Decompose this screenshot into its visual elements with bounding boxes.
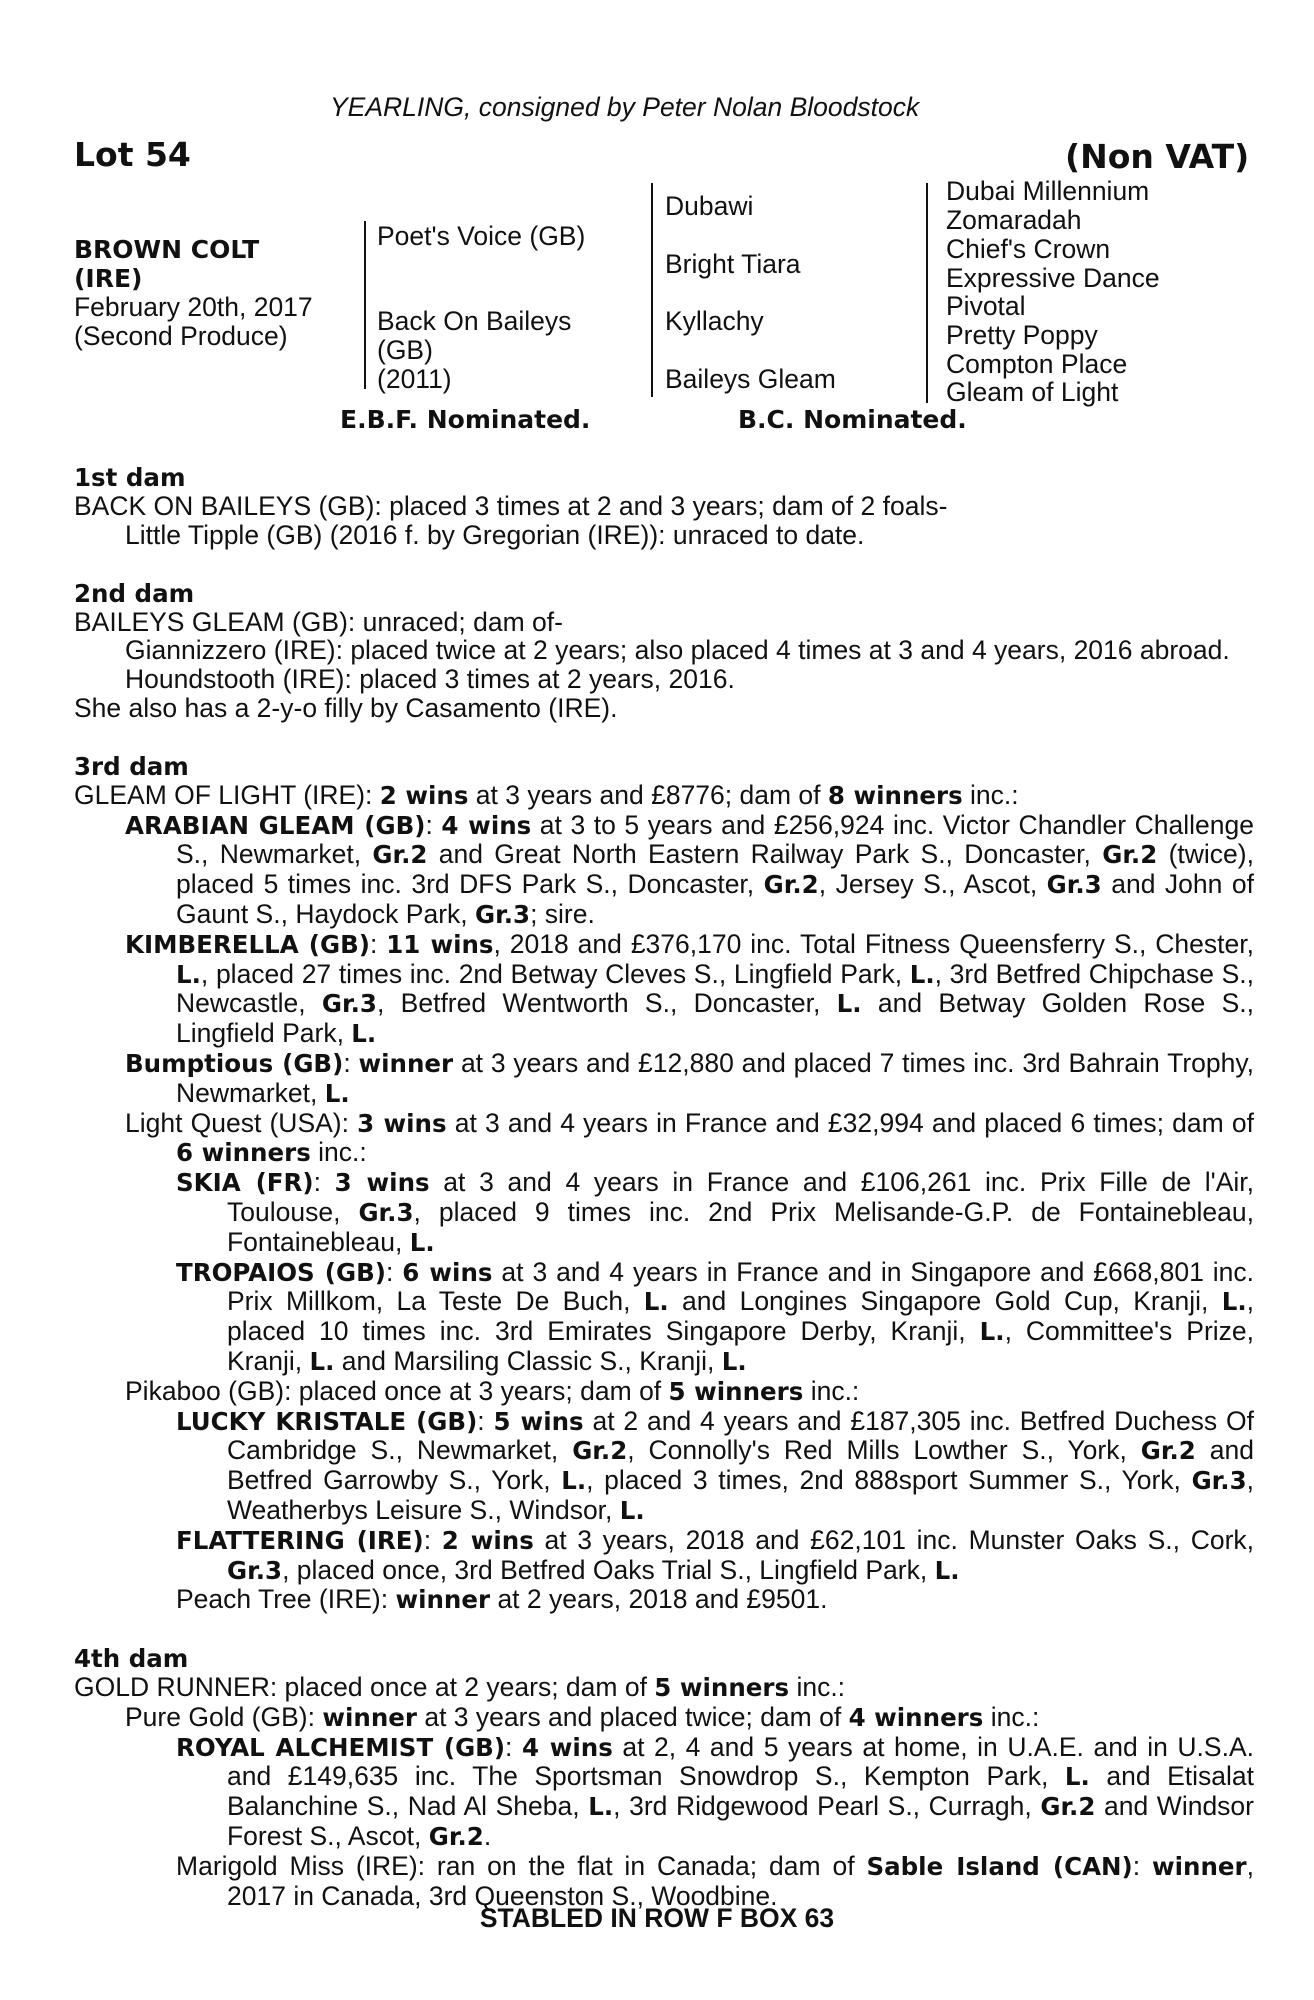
- produce-entry: [74, 1673, 1254, 1703]
- text: at 3 years and £12,880 and placed 7 times inc. 3rd Bahrain Trophy, Newmarket,: [176, 1047, 1255, 1108]
- dam-section-title: 3rd dam: [74, 751, 189, 781]
- bold-text: L.: [324, 1078, 350, 1108]
- bold-text: Gr.2: [1102, 840, 1158, 870]
- produce-entry: [74, 521, 1254, 550]
- bc-nomination: B.C. Nominated.: [738, 405, 967, 434]
- grandsire-dam: Kyllachy: [665, 306, 764, 336]
- text: , 3rd Ridgewood Pearl S., Curragh,: [613, 1791, 1041, 1822]
- bold-text: Sable Island (CAN): [866, 1851, 1133, 1881]
- bold-text: L.: [588, 1792, 614, 1822]
- text: Little Tipple (GB) (2016 f. by Gregorian (IRE)): unraced to date.: [125, 519, 865, 550]
- bold-text: 3 wins: [334, 1168, 430, 1198]
- bold-text: Gr.3: [1046, 870, 1102, 900]
- great-grand-6: Pretty Poppy: [946, 320, 1098, 350]
- bold-text: Gr.3: [358, 1197, 414, 1227]
- text: , Betfred Wentworth S., Doncaster,: [376, 988, 837, 1019]
- produce-entry: [74, 1109, 1254, 1169]
- bold-text: 2 wins: [441, 1525, 534, 1555]
- text: :: [313, 1167, 335, 1198]
- text: , Weatherbys Leisure S., Windsor,: [227, 1465, 1254, 1525]
- bold-text: TROPAIOS (GB): [176, 1257, 386, 1287]
- text: , 2018 and £376,170 inc. Total Fitness Queensferry S., Chester,: [493, 928, 1254, 959]
- text: :: [343, 1047, 359, 1078]
- text: , placed 27 times inc. 2nd Betway Cleves S., Lingfield Park,: [200, 958, 910, 989]
- text: inc.:: [310, 1137, 367, 1168]
- bold-text: LUCKY KRISTALE (GB): [176, 1406, 478, 1436]
- text: GLEAM OF LIGHT (IRE):: [74, 779, 380, 810]
- produce-entry: [74, 930, 1254, 1049]
- produce-number: (Second Produce): [74, 321, 288, 351]
- bold-text: 5 wins: [493, 1406, 584, 1436]
- text: , placed 9 times inc. 2nd Prix Melisande-G.P. de Fontainebleau, Fontainebleau,: [227, 1196, 1254, 1257]
- text: and Windsor Forest S., Ascot,: [227, 1791, 1255, 1852]
- bold-text: Bumptious (GB): [125, 1048, 344, 1078]
- grandsire-sire: Dubawi: [665, 191, 754, 221]
- bold-text: Gr.3: [227, 1555, 283, 1585]
- bold-text: L.: [1221, 1287, 1247, 1317]
- text: , Connolly's Red Mills Lowther S., York,: [627, 1435, 1141, 1466]
- vat-status: (Non VAT): [1065, 137, 1250, 176]
- dam-name-line3: (2011): [377, 364, 452, 394]
- produce-entry: [74, 1258, 1254, 1377]
- great-grand-8: Gleam of Light: [946, 377, 1119, 407]
- text: :: [423, 1524, 442, 1555]
- bold-text: 5 winners: [668, 1376, 804, 1406]
- bold-text: winner: [322, 1702, 417, 1732]
- text: :: [477, 1405, 494, 1436]
- text: She also has a 2-y-o filly by Casamento (IRE).: [74, 692, 618, 723]
- produce-entry: [74, 665, 1254, 694]
- text: and Longines Singapore Gold Cup, Kranji,: [668, 1286, 1222, 1317]
- bold-text: Gr.2: [372, 840, 428, 870]
- text: , placed once, 3rd Betfred Oaks Trial S., Lingfield Park,: [282, 1554, 935, 1585]
- section-gap: [74, 723, 1254, 752]
- text: , placed 10 times inc. 3rd Emirates Singapore Derby, Kranji,: [227, 1286, 1254, 1347]
- bold-text: 5 winners: [654, 1673, 790, 1703]
- bold-text: 11 wins: [386, 929, 494, 959]
- text: GOLD RUNNER: placed once at 2 years; dam of: [74, 1672, 655, 1703]
- text: (twice), placed 5 times inc. 3rd DFS Park S., Doncaster,: [176, 839, 1254, 900]
- bold-text: 4 wins: [441, 810, 532, 840]
- bold-text: 3 wins: [357, 1108, 447, 1138]
- bold-text: 6 winners: [176, 1138, 311, 1168]
- produce-entry: [74, 1733, 1254, 1852]
- text: at 2 years, 2018 and £9501.: [490, 1584, 828, 1615]
- text: inc.:: [983, 1701, 1040, 1732]
- bold-text: Gr.3: [475, 899, 531, 929]
- bold-text: Gr.2: [428, 1822, 484, 1852]
- text: and Etisalat Balanchine S., Nad Al Sheba,: [227, 1761, 1255, 1822]
- bold-text: KIMBERELLA (GB): [125, 929, 370, 959]
- text: inc.:: [962, 779, 1019, 810]
- text: , 2017 in Canada, 3rd Queenston S., Woodbine.: [227, 1850, 1254, 1911]
- text: inc.:: [789, 1672, 846, 1703]
- produce-entry: [74, 811, 1254, 930]
- bold-text: Gr.3: [1191, 1466, 1247, 1496]
- text: :: [425, 809, 442, 840]
- granddam-sire: Bright Tiara: [665, 249, 801, 279]
- bold-text: Gr.2: [763, 870, 819, 900]
- text: at 3 years and £8776; dam of: [468, 779, 828, 810]
- text: Light Quest (USA):: [125, 1107, 358, 1138]
- produce-entry: [74, 608, 1254, 637]
- bold-text: 4 winners: [848, 1702, 984, 1732]
- bold-text: SKIA (FR): [176, 1168, 314, 1198]
- bold-text: L.: [643, 1287, 669, 1317]
- pedigree-divider-2: [651, 183, 653, 397]
- bold-text: L.: [351, 1019, 377, 1049]
- bold-text: L.: [1064, 1762, 1090, 1792]
- great-grand-7: Compton Place: [946, 349, 1128, 379]
- text: at 3 and 4 years in France and £106,261 inc. Prix Fille de l'Air, Toulouse,: [227, 1167, 1254, 1227]
- text: :: [1132, 1850, 1152, 1881]
- text: at 3 years and placed twice; dam of: [416, 1701, 849, 1732]
- produce-entry: [74, 1168, 1254, 1257]
- text: and Betway Golden Rose S., Lingfield Park,: [176, 988, 1254, 1049]
- lot-number: Lot 54: [74, 135, 191, 174]
- text: and Betfred Garrowby S., York,: [227, 1435, 1255, 1496]
- great-grand-5: Pivotal: [946, 291, 1026, 321]
- great-grand-2: Zomaradah: [946, 205, 1082, 235]
- text: :: [369, 928, 387, 959]
- text: and Marsiling Classic S., Kranji,: [334, 1345, 722, 1376]
- produce-entry: [74, 1703, 1254, 1733]
- stabling-location: STABLED IN ROW F BOX 63: [479, 1903, 835, 1933]
- bold-text: L.: [619, 1495, 645, 1525]
- horse-description: BROWN COLT: [74, 235, 260, 264]
- consigned-by: YEARLING, consigned by Peter Nolan Bloodstock: [330, 92, 920, 122]
- produce-entry: [74, 636, 1254, 665]
- bold-text: winner: [395, 1585, 491, 1615]
- great-grand-3: Chief's Crown: [946, 234, 1111, 264]
- foaling-date: February 20th, 2017: [74, 292, 313, 322]
- text: , Jersey S., Ascot,: [818, 869, 1047, 900]
- pedigree-divider-1: [364, 221, 366, 389]
- dam-name-line1: Back On Baileys: [377, 306, 572, 336]
- text: Marigold Miss (IRE): ran on the flat in Canada; dam of: [176, 1850, 867, 1881]
- bold-text: L.: [409, 1227, 435, 1257]
- bold-text: Gr.2: [1140, 1436, 1196, 1466]
- dam-section-title: 2nd dam: [74, 578, 195, 608]
- text: Giannizzero (IRE): placed twice at 2 years; also placed 4 times at 3 and 4 years, 2016 abroad.: [125, 635, 1230, 666]
- bold-text: 8 winners: [827, 780, 963, 810]
- text: Pikaboo (GB): placed once at 3 years; dam of: [125, 1375, 669, 1406]
- text: , 3rd Betfred Chipchase S., Newcastle,: [176, 958, 1254, 1019]
- text: at 3 and 4 years in France and £32,994 and placed 6 times; dam of: [446, 1107, 1254, 1138]
- sire-name: Poet's Voice (GB): [377, 221, 586, 251]
- granddam-dam: Baileys Gleam: [665, 364, 836, 394]
- produce-entry: [74, 1049, 1254, 1109]
- text: inc.:: [803, 1375, 860, 1406]
- text: , placed 3 times, 2nd 888sport Summer S., York,: [586, 1465, 1192, 1496]
- bold-text: FLATTERING (IRE): [176, 1525, 424, 1555]
- section-gap: [74, 1615, 1254, 1644]
- bold-text: L.: [721, 1346, 747, 1376]
- bold-text: 6 wins: [402, 1257, 493, 1287]
- bold-text: L.: [176, 959, 201, 989]
- text: Peach Tree (IRE):: [176, 1584, 396, 1615]
- great-grand-4: Expressive Dance: [946, 263, 1160, 293]
- text: BACK ON BAILEYS (GB): placed 3 times at 2 and 3 years; dam of 2 foals-: [74, 491, 948, 521]
- text: and Great North Eastern Railway Park S., Doncaster,: [427, 839, 1103, 870]
- bold-text: L.: [561, 1466, 587, 1496]
- produce-entry: [74, 1852, 1254, 1911]
- bold-text: 2 wins: [379, 780, 469, 810]
- text: at 3 and 4 years in France and in Singapore and £668,801 inc. Prix Millkom, La Teste De Buch,: [227, 1256, 1255, 1317]
- bold-text: ARABIAN GLEAM (GB): [125, 810, 426, 840]
- horse-country: (IRE): [74, 264, 143, 293]
- section-gap: [74, 550, 1254, 579]
- bold-text: L.: [836, 989, 862, 1019]
- produce-entry: [74, 1377, 1254, 1407]
- text: Pure Gold (GB):: [125, 1701, 323, 1732]
- produce-entry: [74, 1407, 1254, 1526]
- text: Houndstooth (IRE): placed 3 times at 2 years, 2016.: [125, 664, 735, 695]
- text: at 3 to 5 years and £256,924 inc. Victor Chandler Challenge S., Newmarket,: [176, 809, 1254, 870]
- pedigree-divider-3: [926, 183, 928, 403]
- text: and John of Gaunt S., Haydock Park,: [176, 869, 1254, 929]
- ebf-nomination: E.B.F. Nominated.: [340, 405, 591, 434]
- text: .: [483, 1821, 492, 1852]
- produce-entry: [74, 492, 1254, 521]
- bold-text: Gr.2: [1040, 1792, 1096, 1822]
- produce-entry: [74, 1526, 1254, 1586]
- dam-name-line2: (GB): [377, 335, 433, 365]
- produce-record: [74, 463, 1254, 1910]
- great-grand-1: Dubai Millennium: [946, 176, 1150, 206]
- text: at 3 years, 2018 and £62,101 inc. Munster Oaks S., Cork,: [533, 1524, 1255, 1555]
- text: at 2 and 4 years and £187,305 inc. Betfred Duchess Of Cambridge S., Newmarket,: [227, 1405, 1255, 1466]
- bold-text: winner: [358, 1048, 454, 1078]
- produce-entry: [74, 694, 1254, 723]
- produce-entry: [74, 781, 1254, 811]
- bold-text: L.: [909, 959, 935, 989]
- text: at 2, 4 and 5 years at home, in U.A.E. and in U.S.A. and £149,635 inc. The Sportsman Snowdrop S., Kempton Park,: [227, 1731, 1254, 1792]
- dam-section-title: 1st dam: [74, 463, 186, 492]
- text: :: [385, 1256, 403, 1287]
- text: ; sire.: [530, 898, 595, 929]
- bold-text: L.: [309, 1346, 335, 1376]
- bold-text: Gr.3: [321, 989, 377, 1019]
- bold-text: winner: [1152, 1851, 1247, 1881]
- bold-text: 4 wins: [521, 1732, 613, 1762]
- dam-section-title: 4th dam: [74, 1644, 189, 1674]
- bold-text: L.: [979, 1317, 1005, 1347]
- text: BAILEYS GLEAM (GB): unraced; dam of-: [74, 606, 563, 637]
- bold-text: ROYAL ALCHEMIST (GB): [176, 1732, 506, 1762]
- text: :: [505, 1731, 522, 1762]
- bold-text: Gr.2: [572, 1436, 628, 1466]
- text: , Committee's Prize, Kranji,: [227, 1316, 1255, 1376]
- bold-text: L.: [934, 1555, 960, 1585]
- produce-entry: [74, 1585, 1254, 1615]
